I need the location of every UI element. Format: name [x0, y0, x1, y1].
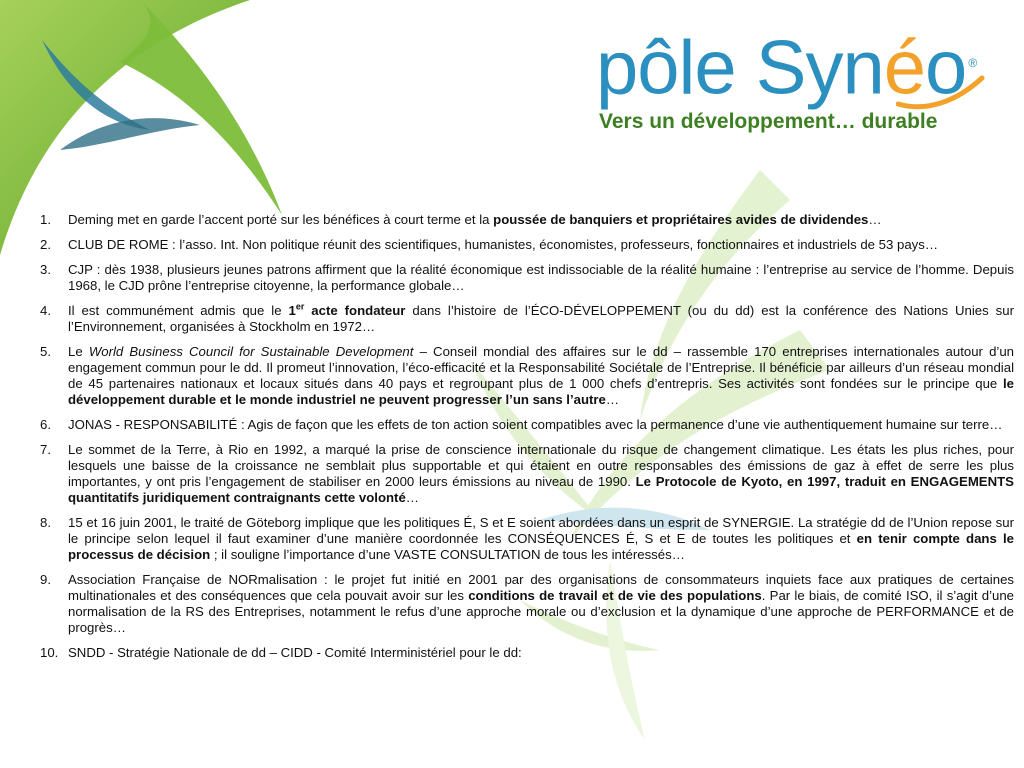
logo-tagline: Vers un développement… durable: [599, 110, 938, 133]
item-bold-2: acte fondateur: [304, 303, 406, 318]
list-item: [40, 262, 1014, 294]
item-superscript: er: [295, 301, 305, 312]
numbered-list: [40, 212, 1014, 670]
item-number: 5.: [40, 344, 51, 359]
brand-logo: [596, 18, 996, 138]
registered-mark: ®: [968, 56, 977, 70]
item-number: 3.: [40, 262, 51, 277]
logo-swoosh: [896, 74, 986, 114]
item-text: Association Française de NORmalisation : le projet fut initié en 2001 par des organisations de consommateurs inquiets face aux pratiques de certaines multinationales et des conséquences que cela pouvait avoir sur les: [68, 572, 1014, 603]
list-item: [40, 344, 1014, 408]
list-item: [40, 237, 1014, 253]
item-number: 9.: [40, 572, 51, 587]
item-text: Deming met en garde l’accent porté sur les bénéfices à court terme et la: [68, 212, 494, 227]
item-number: 8.: [40, 515, 51, 530]
item-number: 4.: [40, 303, 51, 318]
item-text: SNDD - Stratégie Nationale de dd – CIDD - Comité Interministériel pour le dd:: [68, 645, 522, 660]
item-number: 10.: [40, 645, 59, 660]
list-item: [40, 212, 1014, 228]
item-italic: World Business Council for Sustainable Development: [88, 344, 414, 359]
item-bold: 1: [288, 303, 296, 318]
item-text: Il est communément admis que le: [68, 303, 289, 318]
logo-title-o: o: [925, 25, 967, 111]
item-bold: Le Protocole de Kyoto, en 1997, traduit en ENGAGEMENTS quantitatifs juridiquement contraignants cette volonté: [68, 474, 1014, 505]
item-number: 2.: [40, 237, 51, 252]
list-item: [40, 572, 1014, 636]
item-text: CLUB DE ROME : l’asso. Int. Non politique réunit des scientifiques, humanistes, économistes, professeurs, fonctionnaires et industriels de 53 pays…: [68, 237, 939, 252]
list-item: [40, 515, 1014, 563]
item-bold: en tenir compte dans le processus de décision: [68, 531, 1014, 562]
list-item: [40, 417, 1014, 433]
item-text: Le sommet de la Terre, à Rio en 1992, a marqué la prise de conscience internationale du risque de changement climatique. Les états les plus riches, pour lesquels une baisse de la croissance ne semblait plus supportable et qui étaient en outre responsables des émissions de gaz à effet de serre les plus importantes, y ont pris l’engagement de stabiliser en 2000 leurs émissions au niveau de 1990.: [68, 442, 1014, 489]
item-text: 15 et 16 juin 2001, le traité de Göteborg implique que les politiques É, S et E soient abordées dans un esprit de SYNERGIE. La stratégie dd de l’Union repose sur le principe selon lequel il faut examiner d’une manière coordonnée les CONSÉQUENCES É, S et E de toutes les politiques et: [68, 515, 1014, 546]
list-item: [40, 442, 1014, 506]
item-text-end: …: [605, 392, 620, 407]
item-number: 7.: [40, 442, 51, 457]
item-text: CJP : dès 1938, plusieurs jeunes patrons affirment que la réalité économique est indissociable de la réalité humaine : l’entreprise au service de l’homme. Depuis 1968, le CJD prône l’entreprise citoyenne, la performance globale…: [68, 262, 1014, 293]
logo-title-accent-e: é: [883, 25, 926, 111]
item-number: 1.: [40, 212, 51, 227]
corner-leaf-dark: [60, 118, 200, 150]
item-bold: poussée de banquiers et propriétaires avides de dividendes: [493, 212, 869, 227]
item-text-end: …: [405, 490, 419, 505]
item-text-end: …: [868, 212, 882, 227]
list-item: [40, 645, 1014, 661]
item-text-mid: – Conseil mondial des affaires sur le dd – rassemble 170 entreprises internationales autour d’un engagement commun pour le dd. Il promeut l’innovation, l’éco-efficacité et la Responsabilité Sociétale de l’Entreprise. Il bénéficie par ailleurs d’un réseau mondial de 45 partenaires nationaux et locaux situés dans 40 pays et regroupant plus de 1 000 chefs d’entrepris. Ses activités sont fondées sur le principe que: [68, 344, 1014, 391]
item-text-end: dans l’histoire de l’ÉCO-DÉVELOPPEMENT (ou du dd) est la conférence des Nations Unies sur l’Environnement, organisées à Stockholm en 1972…: [68, 303, 1014, 334]
item-number: 6.: [40, 417, 51, 432]
list-item: [40, 303, 1014, 335]
logo-title-part1: pôle Syn: [596, 25, 884, 111]
item-text-end: . Par le biais, de comité ISO, il s’agit d’une normalisation de la RS des Entreprises, notamment le refus d’une approche morale ou d’exclusion et la dynamique d’une approche de PERFORMANCE et de progrès…: [68, 588, 1015, 635]
item-text-end: ; il souligne l’importance d’une VASTE CONSULTATION de tous les intéressés…: [210, 547, 685, 562]
item-text: JONAS - RESPONSABILITÉ : Agis de façon que les effets de ton action soient compatibles avec la permanence d’une vie authentiquement humaine sur terre…: [68, 417, 1003, 432]
item-text: Le: [68, 344, 89, 359]
item-bold: le développement durable et le monde industriel ne peuvent progresser l’un sans l’autre: [68, 376, 1014, 407]
item-bold: conditions de travail et de vie des populations: [468, 588, 762, 603]
